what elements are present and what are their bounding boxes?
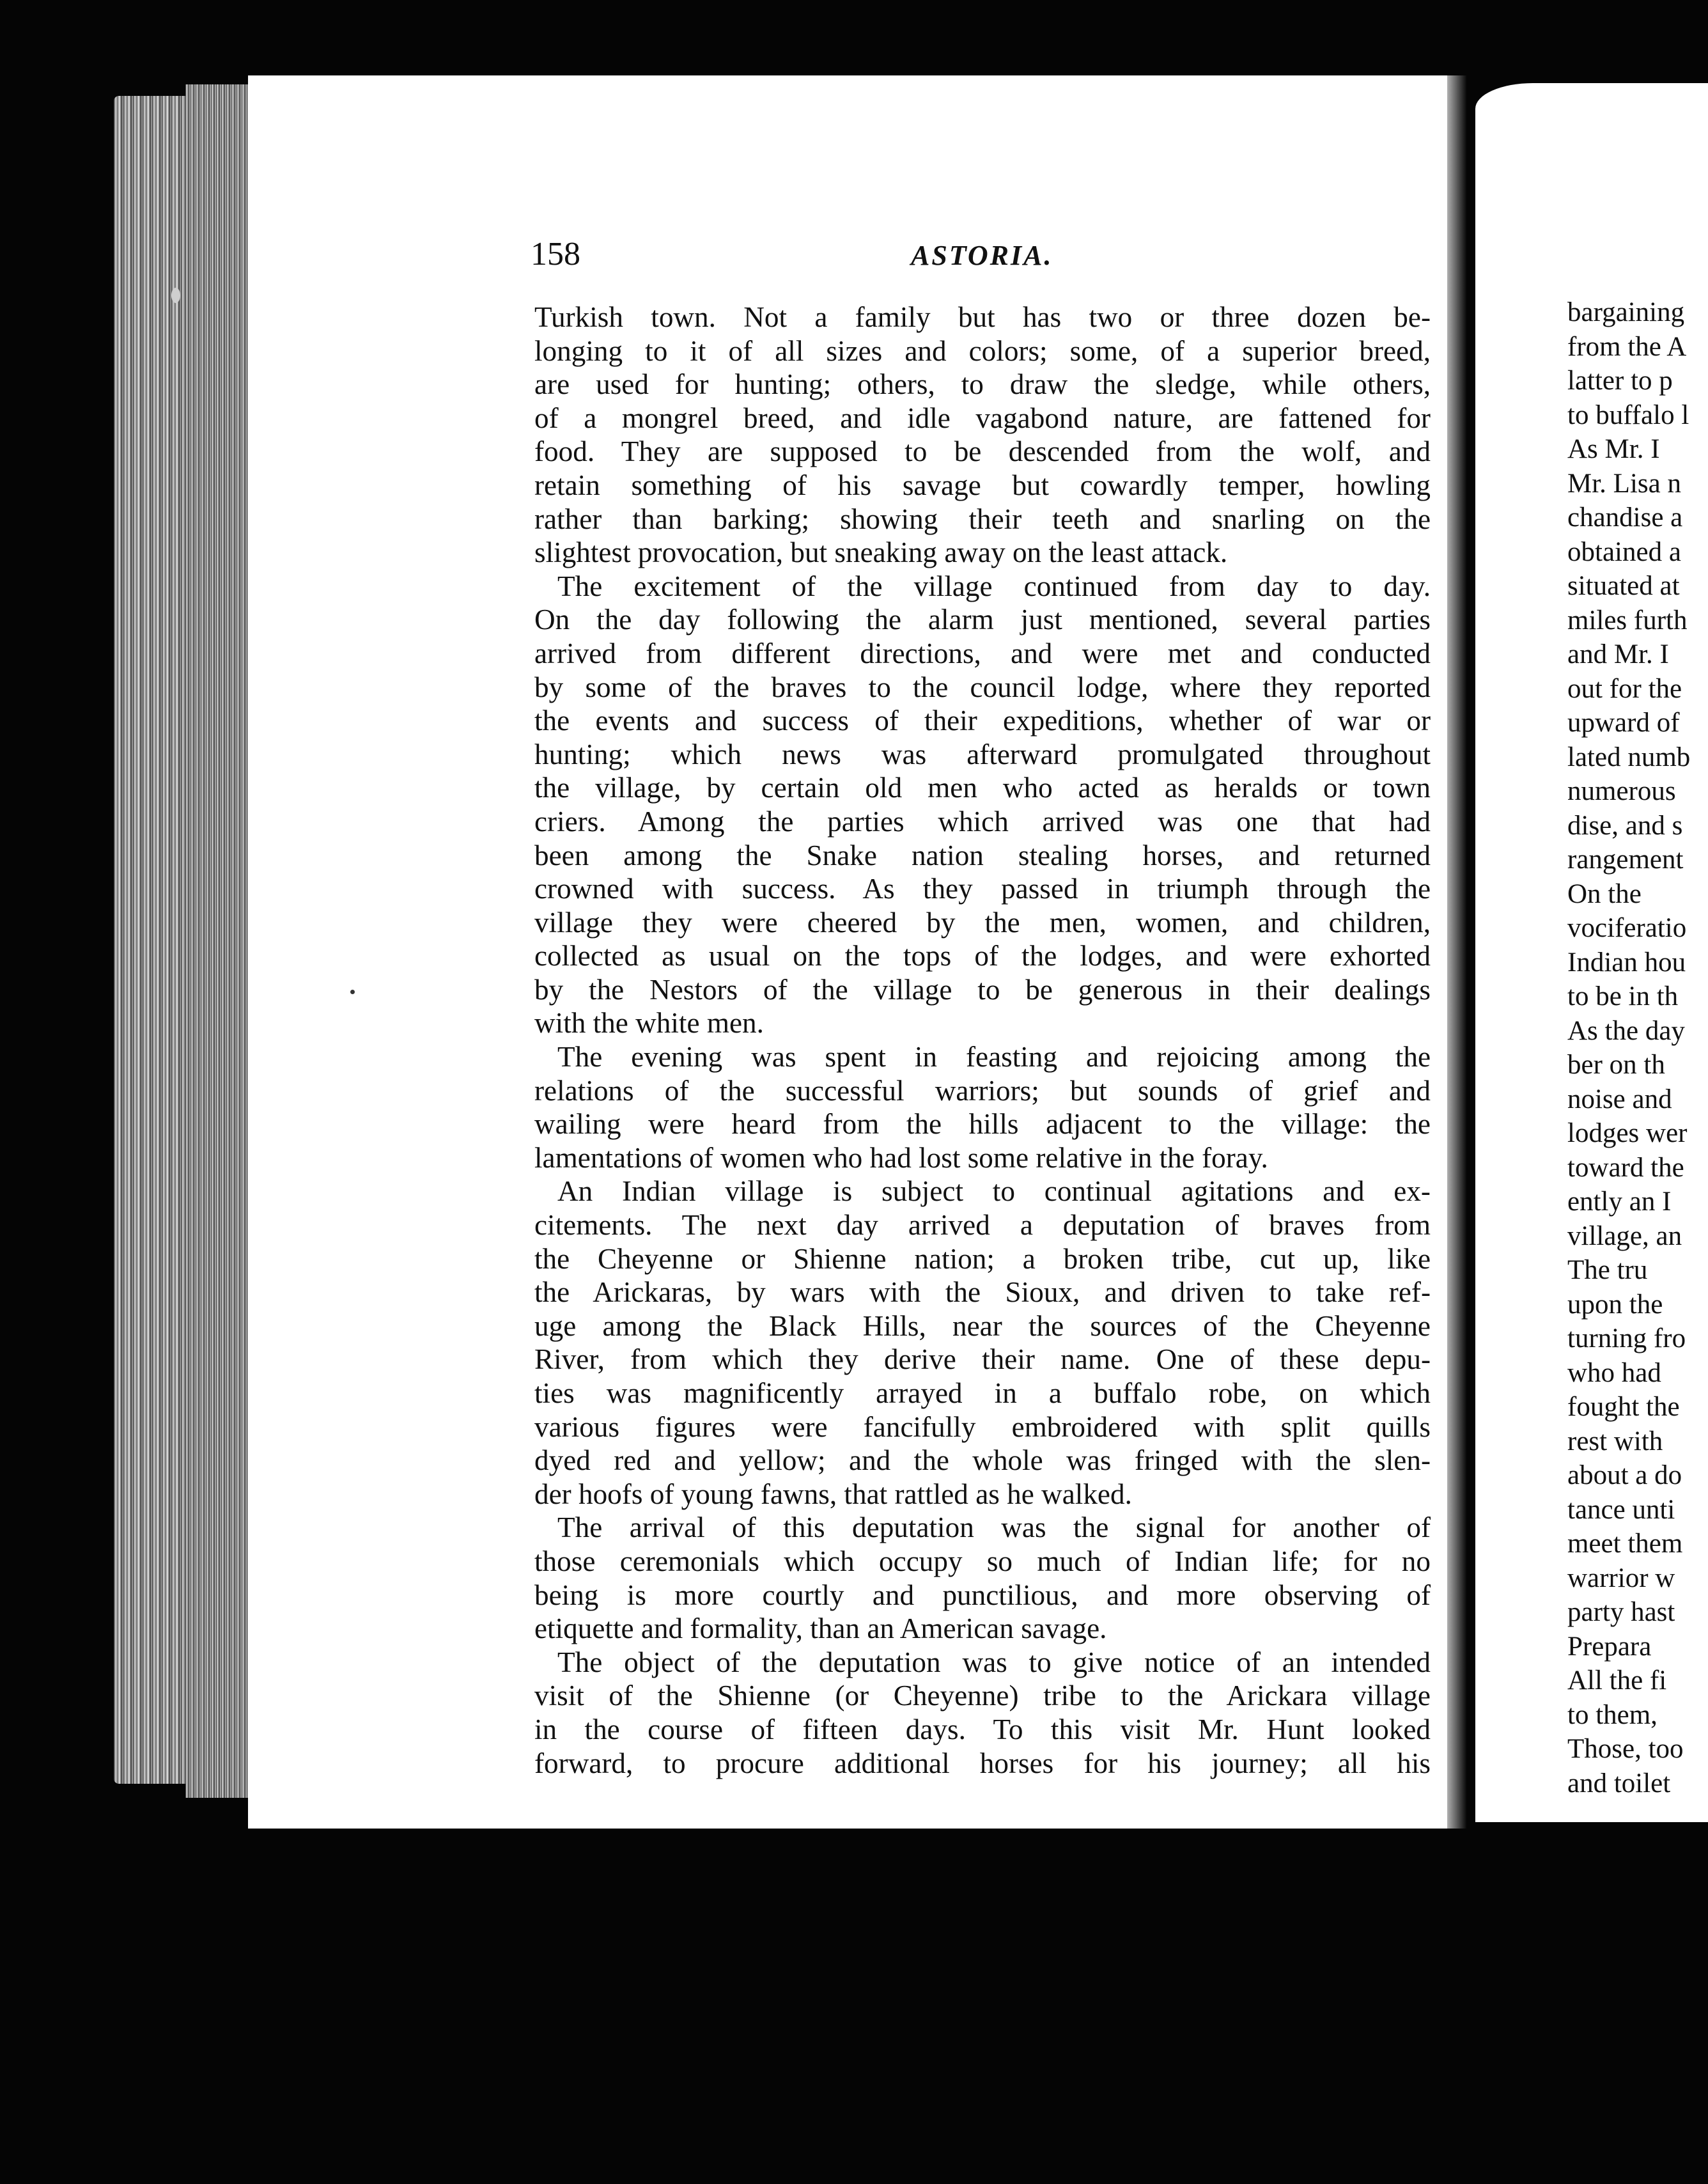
text-line: are used for hunting; others, to draw the sledge, while others, (534, 368, 1431, 401)
text-line: An Indian village is subject to continual agitations and ex- (557, 1175, 1431, 1208)
text-line: by some of the braves to the council lodge, where they reported (534, 671, 1431, 703)
facing-text-line: lodges wer (1567, 1118, 1688, 1148)
facing-text-line: latter to p (1567, 366, 1673, 396)
text-line: arrived from different directions, and were met and conducted (534, 637, 1431, 669)
text-line: by the Nestors of the village to be generous in their dealings (534, 973, 1431, 1006)
book-page-edges-inner (185, 84, 249, 1798)
facing-text-line: to them, (1567, 1699, 1658, 1730)
facing-text-line: Indian hou (1567, 947, 1686, 978)
text-line: criers. Among the parties which arrived was one that had (534, 805, 1431, 838)
facing-text-line: dise, and s (1567, 810, 1683, 841)
text-line: River, from which they derive their name. One of these depu- (534, 1343, 1431, 1376)
facing-text-line: Prepara (1567, 1631, 1652, 1662)
facing-text-line: numerous (1567, 776, 1676, 806)
text-line: rather than barking; showing their teeth and snarling on the (534, 503, 1431, 535)
text-line: various figures were fancifully embroidered with split quills (534, 1410, 1431, 1443)
facing-text-line: village, an (1567, 1221, 1682, 1251)
facing-page-text (1567, 295, 1690, 1800)
facing-text-line: warrior w (1567, 1563, 1675, 1593)
book-gutter (1447, 75, 1475, 1829)
text-line: those ceremonials which occupy so much of Indian life; for no (534, 1545, 1431, 1577)
text-line: the Cheyenne or Shienne nation; a broken tribe, cut up, like (534, 1242, 1431, 1275)
facing-text-line: about a do (1567, 1460, 1682, 1490)
text-line: food. They are supposed to be descended from the wolf, and (534, 435, 1431, 468)
facing-text-line: upward of (1567, 708, 1680, 738)
running-title: ASTORIA. (911, 240, 1053, 271)
facing-text-line: bargaining (1567, 297, 1685, 327)
text-line: retain something of his savage but cowardly temper, howling (534, 469, 1431, 501)
facing-text-line: miles furth (1567, 605, 1688, 636)
text-line: wailing were heard from the hills adjacent to the village: the (534, 1108, 1431, 1141)
text-line: slightest provocation, but sneaking away on the least attack. (534, 536, 1228, 569)
facing-text-line: As the day (1567, 1015, 1685, 1046)
facing-text-line: situated at (1567, 571, 1680, 601)
page-number: 158 (531, 236, 580, 272)
text-line: On the day following the alarm just mentioned, several parties (534, 604, 1431, 636)
facing-text-line: All the fi (1567, 1665, 1667, 1696)
facing-text-line: turning fro (1567, 1323, 1686, 1353)
facing-text-line: Those, too (1567, 1734, 1684, 1764)
text-line: the village, by certain old men who acted as heralds or town (534, 772, 1431, 804)
text-line: Turkish town. Not a family but has two or three dozen be- (534, 301, 1431, 333)
facing-text-line: fought the (1567, 1392, 1680, 1422)
text-line: village they were cheered by the men, women, and children, (534, 906, 1431, 939)
facing-text-line: As Mr. I (1567, 434, 1660, 464)
facing-text-line: who had (1567, 1357, 1661, 1388)
text-line: etiquette and formality, than an American savage. (534, 1612, 1107, 1645)
text-line: visit of the Shienne (or Cheyenne) tribe to the Arickara village (534, 1680, 1431, 1712)
text-line: forward, to procure additional horses for his journey; all his (534, 1747, 1431, 1779)
facing-text-line: noise and (1567, 1084, 1672, 1114)
text-line: in the course of fifteen days. To this visit Mr. Hunt looked (534, 1713, 1431, 1745)
facing-text-line: party hast (1567, 1597, 1675, 1627)
facing-text-line: ently an I (1567, 1187, 1672, 1217)
text-line: of a mongrel breed, and idle vagabond nature, are fattened for (534, 402, 1431, 434)
text-line: the Arickaras, by wars with the Sioux, and driven to take ref- (534, 1276, 1431, 1309)
facing-text-line: toward the (1567, 1152, 1684, 1183)
text-line: hunting; which news was afterward promulgated throughout (534, 738, 1431, 770)
facing-text-line: tance unti (1567, 1494, 1675, 1525)
facing-text-line: meet them (1567, 1529, 1683, 1559)
body-text (534, 300, 1431, 1780)
facing-text-line: Mr. Lisa n (1567, 468, 1681, 499)
facing-text-line: and toilet (1567, 1768, 1671, 1798)
text-line: been among the Snake nation stealing horses, and returned (534, 839, 1431, 871)
facing-text-line: rest with (1567, 1426, 1663, 1456)
text-line: collected as usual on the tops of the lodges, and were exhorted (534, 940, 1431, 972)
facing-text-line: rangement (1567, 845, 1684, 875)
text-line: uge among the Black Hills, near the sources of the Cheyenne (534, 1309, 1431, 1342)
text-line: the events and success of their expeditions, whether of war or (534, 705, 1431, 737)
facing-text-line: lated numb (1567, 742, 1691, 772)
text-line: The arrival of this deputation was the signal for another of (557, 1511, 1431, 1544)
text-line: with the white men. (534, 1007, 764, 1040)
text-line: being is more courtly and punctilious, and more observing of (534, 1579, 1431, 1611)
text-line: The evening was spent in feasting and rejoicing among the (557, 1041, 1431, 1073)
text-line: The excitement of the village continued from day to day. (557, 570, 1431, 602)
text-line: ties was magnificently arrayed in a buffalo robe, on which (534, 1377, 1431, 1409)
facing-text-line: The tru (1567, 1255, 1648, 1285)
scan-speck (350, 990, 355, 994)
facing-text-line: ber on th (1567, 1050, 1665, 1080)
facing-text-line: upon the (1567, 1289, 1663, 1320)
facing-text-line: from the A (1567, 331, 1687, 362)
text-line: der hoofs of young fawns, that rattled as he walked. (534, 1478, 1132, 1510)
text-line: lamentations of women who had lost some relative in the foray. (534, 1141, 1268, 1174)
text-line: citements. The next day arrived a deputation of braves from (534, 1209, 1431, 1242)
facing-text-line: to be in th (1567, 981, 1679, 1011)
text-line: longing to it of all sizes and colors; some, of a superior breed, (534, 334, 1431, 367)
facing-text-line: out for the (1567, 673, 1682, 704)
facing-text-line: vociferatio (1567, 913, 1687, 943)
scan-speck (171, 288, 180, 303)
text-line: relations of the successful warriors; but sounds of grief and (534, 1074, 1431, 1107)
facing-text-line: chandise a (1567, 503, 1683, 533)
facing-text-line: to buffalo l (1567, 400, 1689, 430)
facing-text-line: On the (1567, 878, 1642, 909)
text-line: crowned with success. As they passed in triumph through the (534, 873, 1431, 905)
page-header (531, 235, 1432, 280)
facing-text-line: obtained a (1567, 536, 1681, 567)
facing-text-line: and Mr. I (1567, 639, 1669, 669)
text-line: dyed red and yellow; and the whole was fringed with the slen- (534, 1444, 1431, 1477)
text-line: The object of the deputation was to give notice of an intended (557, 1646, 1431, 1678)
